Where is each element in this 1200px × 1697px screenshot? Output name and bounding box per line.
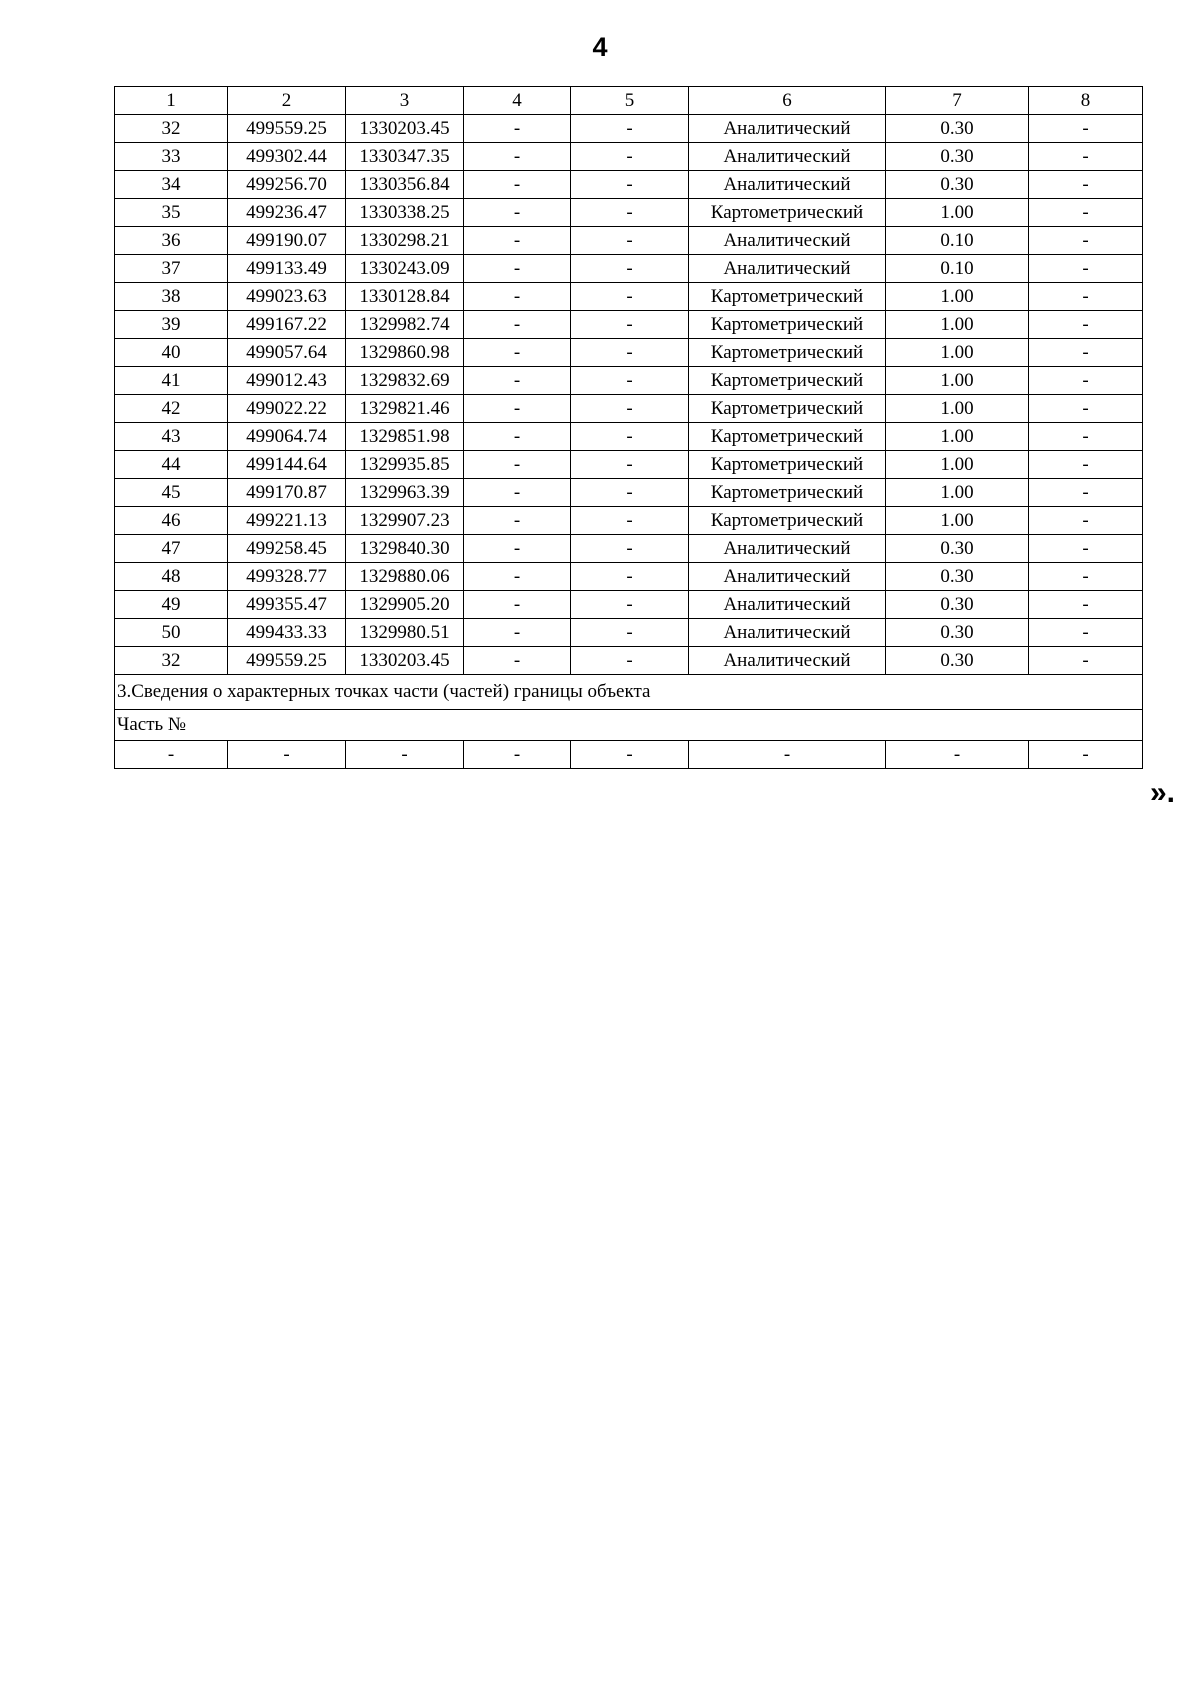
table-cell: 499236.47	[228, 199, 346, 227]
table-cell: 1329982.74	[346, 311, 464, 339]
header-cell: 3	[346, 87, 464, 115]
table-row	[115, 367, 1143, 395]
table-cell: -	[464, 479, 571, 507]
table-cell: 499328.77	[228, 563, 346, 591]
table-cell: 1330356.84	[346, 171, 464, 199]
table-cell: 1330298.21	[346, 227, 464, 255]
table-cell: -	[1029, 199, 1143, 227]
table-cell: -	[571, 423, 689, 451]
table-cell: 1329851.98	[346, 423, 464, 451]
table-row	[115, 451, 1143, 479]
table-row	[115, 423, 1143, 451]
table-cell: -	[464, 367, 571, 395]
table-cell: 499190.07	[228, 227, 346, 255]
table-cell: -	[464, 591, 571, 619]
table-cell: -	[464, 395, 571, 423]
table-cell: 0.30	[886, 115, 1029, 143]
table-cell: Картометрический	[689, 367, 886, 395]
table-cell: Аналитический	[689, 143, 886, 171]
table-cell: -	[1029, 367, 1143, 395]
table-cell: 1330203.45	[346, 647, 464, 675]
part-cell: -	[346, 741, 464, 769]
table-cell: -	[571, 339, 689, 367]
table-cell: -	[571, 395, 689, 423]
table-row	[115, 563, 1143, 591]
part-label-row	[115, 710, 1143, 741]
table-cell: 1329905.20	[346, 591, 464, 619]
table-cell: Аналитический	[689, 591, 886, 619]
table-cell: 0.30	[886, 591, 1029, 619]
header-cell: 4	[464, 87, 571, 115]
part-cell: -	[115, 741, 228, 769]
table-cell: 50	[115, 619, 228, 647]
table-cell: -	[571, 171, 689, 199]
table-cell: 1329860.98	[346, 339, 464, 367]
table-cell: 43	[115, 423, 228, 451]
table-cell: 38	[115, 283, 228, 311]
table-cell: 45	[115, 479, 228, 507]
table-cell: -	[464, 535, 571, 563]
table-row	[115, 115, 1143, 143]
table-cell: 499023.63	[228, 283, 346, 311]
table-cell: Аналитический	[689, 563, 886, 591]
table-cell: Аналитический	[689, 115, 886, 143]
table-cell: 34	[115, 171, 228, 199]
table-row	[115, 479, 1143, 507]
table-row	[115, 143, 1143, 171]
table-cell: 1329821.46	[346, 395, 464, 423]
table-cell: Картометрический	[689, 479, 886, 507]
table-cell: 40	[115, 339, 228, 367]
table-cell: Картометрический	[689, 451, 886, 479]
table-cell: 1329832.69	[346, 367, 464, 395]
table-row	[115, 255, 1143, 283]
table-cell: 0.30	[886, 619, 1029, 647]
header-cell: 1	[115, 87, 228, 115]
table-cell: -	[1029, 647, 1143, 675]
header-cell: 6	[689, 87, 886, 115]
table-cell: 1329935.85	[346, 451, 464, 479]
table-row	[115, 171, 1143, 199]
table-cell: 0.30	[886, 171, 1029, 199]
table-cell: -	[571, 115, 689, 143]
table-cell: 499057.64	[228, 339, 346, 367]
table-cell: 36	[115, 227, 228, 255]
table-cell: 0.30	[886, 647, 1029, 675]
table-cell: 32	[115, 647, 228, 675]
part-cell: -	[886, 741, 1029, 769]
table-cell: 1.00	[886, 451, 1029, 479]
table-cell: 1330243.09	[346, 255, 464, 283]
table-cell: -	[1029, 115, 1143, 143]
table-cell: -	[1029, 227, 1143, 255]
table-cell: 499133.49	[228, 255, 346, 283]
table-row	[115, 339, 1143, 367]
table-cell: 499302.44	[228, 143, 346, 171]
table-cell: 1329840.30	[346, 535, 464, 563]
table-cell: -	[464, 143, 571, 171]
table-cell: -	[464, 311, 571, 339]
table-cell: Аналитический	[689, 619, 886, 647]
table-cell: 1.00	[886, 479, 1029, 507]
table-cell: 499256.70	[228, 171, 346, 199]
table-cell: 35	[115, 199, 228, 227]
table-row	[115, 535, 1143, 563]
section-title: 3.Сведения о характерных точках части (частей) границы объекта	[115, 675, 1143, 710]
table-cell: -	[464, 199, 571, 227]
table-cell: -	[1029, 507, 1143, 535]
table-cell: -	[464, 423, 571, 451]
table-cell: 1.00	[886, 311, 1029, 339]
table-cell: Картометрический	[689, 339, 886, 367]
table-cell: 37	[115, 255, 228, 283]
table-cell: Аналитический	[689, 255, 886, 283]
table-cell: -	[1029, 563, 1143, 591]
table-row	[115, 199, 1143, 227]
table-cell: -	[1029, 451, 1143, 479]
table-cell: Аналитический	[689, 647, 886, 675]
table-cell: 0.10	[886, 255, 1029, 283]
table-cell: 0.30	[886, 143, 1029, 171]
table-cell: -	[571, 143, 689, 171]
header-cell: 8	[1029, 87, 1143, 115]
table-cell: -	[464, 451, 571, 479]
table-cell: -	[1029, 591, 1143, 619]
part-cell: -	[464, 741, 571, 769]
table-cell: -	[1029, 171, 1143, 199]
table-cell: 499258.45	[228, 535, 346, 563]
table-cell: -	[571, 311, 689, 339]
table-cell: 47	[115, 535, 228, 563]
table-cell: -	[464, 255, 571, 283]
table-cell: 499022.22	[228, 395, 346, 423]
table-cell: Картометрический	[689, 311, 886, 339]
table-cell: 1329980.51	[346, 619, 464, 647]
table-cell: -	[464, 619, 571, 647]
table-cell: Картометрический	[689, 395, 886, 423]
table-cell: -	[1029, 143, 1143, 171]
table-cell: 1.00	[886, 423, 1029, 451]
table-cell: 499433.33	[228, 619, 346, 647]
table-cell: 1330347.35	[346, 143, 464, 171]
table-cell: -	[571, 507, 689, 535]
table-cell: 499144.64	[228, 451, 346, 479]
table-cell: 1.00	[886, 395, 1029, 423]
table-cell: 499064.74	[228, 423, 346, 451]
table-cell: -	[464, 227, 571, 255]
table-row	[115, 227, 1143, 255]
table-cell: 0.30	[886, 535, 1029, 563]
table-cell: 46	[115, 507, 228, 535]
table-cell: -	[571, 535, 689, 563]
table-cell: -	[464, 563, 571, 591]
table-cell: 39	[115, 311, 228, 339]
table-cell: 499559.25	[228, 647, 346, 675]
table-row	[115, 647, 1143, 675]
table-cell: 1329907.23	[346, 507, 464, 535]
table-cell: -	[1029, 535, 1143, 563]
closing-quote: ».	[1150, 776, 1176, 809]
table-cell: -	[1029, 479, 1143, 507]
table-cell: -	[1029, 311, 1143, 339]
table-cell: 1329880.06	[346, 563, 464, 591]
table-cell: -	[464, 171, 571, 199]
table-cell: 1.00	[886, 367, 1029, 395]
table-cell: Картометрический	[689, 283, 886, 311]
table-cell: -	[1029, 395, 1143, 423]
table-cell: -	[1029, 283, 1143, 311]
part-data-row	[115, 741, 1143, 769]
table-cell: 1.00	[886, 339, 1029, 367]
table-cell: -	[1029, 255, 1143, 283]
table-cell: Аналитический	[689, 171, 886, 199]
table-cell: -	[464, 339, 571, 367]
table-cell: -	[1029, 339, 1143, 367]
header-row	[115, 87, 1143, 115]
table-cell: 0.10	[886, 227, 1029, 255]
table-cell: -	[571, 451, 689, 479]
table-row	[115, 619, 1143, 647]
table-row	[115, 311, 1143, 339]
table-body	[115, 87, 1143, 769]
table-cell: 499170.87	[228, 479, 346, 507]
table-cell: Картометрический	[689, 199, 886, 227]
table-cell: 44	[115, 451, 228, 479]
table-cell: 41	[115, 367, 228, 395]
table-cell: -	[1029, 423, 1143, 451]
table-cell: Аналитический	[689, 535, 886, 563]
table-cell: 1330128.84	[346, 283, 464, 311]
table-cell: -	[571, 227, 689, 255]
table-cell: -	[1029, 619, 1143, 647]
table-cell: 0.30	[886, 563, 1029, 591]
part-cell: -	[571, 741, 689, 769]
table-cell: 48	[115, 563, 228, 591]
table-cell: 42	[115, 395, 228, 423]
table-cell: Картометрический	[689, 423, 886, 451]
table-cell: -	[571, 479, 689, 507]
table-row	[115, 591, 1143, 619]
section-title-row	[115, 675, 1143, 710]
table-cell: -	[571, 591, 689, 619]
part-label: Часть №	[115, 710, 1143, 741]
part-cell: -	[1029, 741, 1143, 769]
table-cell: Картометрический	[689, 507, 886, 535]
table-cell: 32	[115, 115, 228, 143]
table-cell: -	[464, 507, 571, 535]
table-row	[115, 283, 1143, 311]
table-cell: 499559.25	[228, 115, 346, 143]
table-cell: -	[571, 199, 689, 227]
table-cell: -	[464, 647, 571, 675]
table-cell: -	[571, 255, 689, 283]
table-cell: 499355.47	[228, 591, 346, 619]
table-cell: 1.00	[886, 199, 1029, 227]
table-cell: -	[464, 283, 571, 311]
boundary-points-table	[114, 86, 1143, 769]
table-cell: -	[571, 619, 689, 647]
table-cell: 33	[115, 143, 228, 171]
part-cell: -	[689, 741, 886, 769]
table-row	[115, 395, 1143, 423]
table-cell: 499167.22	[228, 311, 346, 339]
header-cell: 5	[571, 87, 689, 115]
table-row	[115, 507, 1143, 535]
header-cell: 2	[228, 87, 346, 115]
table-cell: 499012.43	[228, 367, 346, 395]
table-cell: -	[571, 367, 689, 395]
table-cell: -	[464, 115, 571, 143]
table-cell: 1330203.45	[346, 115, 464, 143]
header-cell: 7	[886, 87, 1029, 115]
table-cell: 1330338.25	[346, 199, 464, 227]
page-number: 4	[592, 32, 608, 62]
part-cell: -	[228, 741, 346, 769]
table-cell: -	[571, 563, 689, 591]
table-cell: 1329963.39	[346, 479, 464, 507]
table-cell: 499221.13	[228, 507, 346, 535]
table-cell: 49	[115, 591, 228, 619]
table-cell: -	[571, 647, 689, 675]
table-cell: 1.00	[886, 283, 1029, 311]
table-cell: Аналитический	[689, 227, 886, 255]
table-cell: 1.00	[886, 507, 1029, 535]
table-cell: -	[571, 283, 689, 311]
